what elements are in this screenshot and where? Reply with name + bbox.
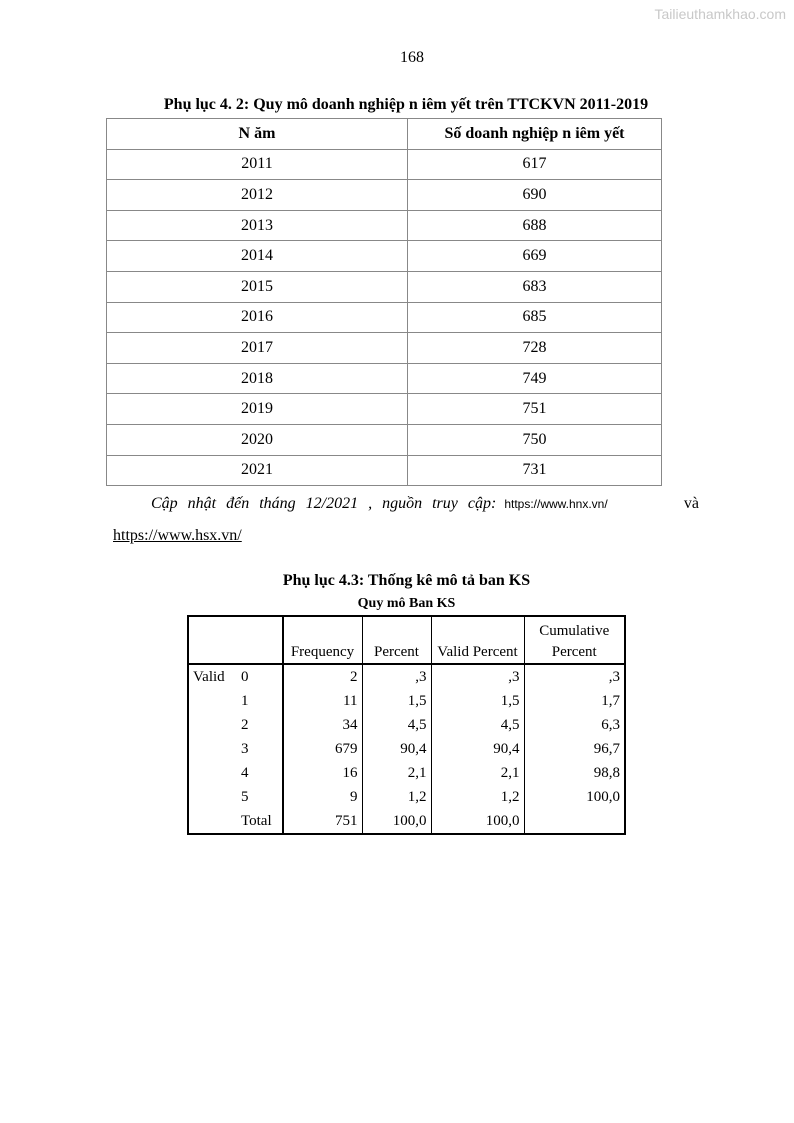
cumulative-percent-cell: 96,7 [524, 737, 625, 761]
table-row [188, 809, 625, 834]
hsx-link[interactable]: https://www.hsx.vn/ [113, 527, 242, 544]
group-label [188, 809, 237, 834]
valid-percent-cell: 100,0 [431, 809, 524, 834]
table-row [188, 785, 625, 809]
percent-cell: 4,5 [362, 713, 431, 737]
company-count-cell: 683 [408, 271, 662, 302]
valid-percent-cell: 90,4 [431, 737, 524, 761]
percent-cell: 1,5 [362, 689, 431, 713]
year-cell: 2017 [107, 333, 408, 364]
cumulative-percent-cell: 6,3 [524, 713, 625, 737]
table-row [107, 149, 662, 180]
year-cell: 2014 [107, 241, 408, 272]
valid-percent-cell: 4,5 [431, 713, 524, 737]
table-row [107, 271, 662, 302]
table-row [107, 180, 662, 211]
cumulative-percent-cell: 100,0 [524, 785, 625, 809]
table2-subtitle: Quy mô Ban KS [357, 596, 456, 611]
listed-companies-table [106, 118, 662, 486]
table-row [188, 761, 625, 785]
category-cell: 2 [241, 716, 249, 733]
percent-cell: ,3 [362, 664, 431, 689]
percent-cell: 100,0 [362, 809, 431, 834]
table-row [188, 689, 625, 713]
note-text: Cập nhật đến tháng 12/2021 , nguồn truy cập: [151, 495, 497, 512]
category-cell: 3 [241, 740, 249, 757]
year-cell: 2018 [107, 363, 408, 394]
source-note [113, 488, 699, 551]
frequency-table [187, 615, 626, 835]
frequency-cell: 16 [283, 761, 363, 785]
table-row [107, 455, 662, 486]
cumulative-percent-cell [524, 809, 625, 834]
watermark: Tailieuthamkhao.com [654, 6, 786, 22]
percent-cell: 1,2 [362, 785, 431, 809]
frequency-cell: 9 [283, 785, 363, 809]
category-cell: 1 [241, 692, 249, 709]
category-cell: 0 [241, 668, 249, 685]
header-valid-percent: Valid Percent [431, 616, 524, 664]
header-year: N ăm [107, 119, 408, 150]
group-label [188, 761, 237, 785]
year-cell: 2011 [107, 149, 408, 180]
header-count: Số doanh nghiệp n iêm yết [408, 119, 662, 150]
group-label [188, 737, 237, 761]
note-and: và [683, 495, 699, 512]
table-row [188, 664, 625, 689]
category-cell: 5 [241, 788, 249, 805]
year-cell: 2016 [107, 302, 408, 333]
year-cell: 2015 [107, 271, 408, 302]
frequency-cell: 2 [283, 664, 363, 689]
table1-title: Phụ lục 4. 2: Quy mô doanh nghiệp n iêm yết trên TTCKVN 2011-2019 [163, 96, 649, 113]
table-row [107, 424, 662, 455]
company-count-cell: 751 [408, 394, 662, 425]
group-label [188, 689, 237, 713]
table-row [107, 210, 662, 241]
table-row [188, 737, 625, 761]
frequency-cell: 11 [283, 689, 363, 713]
year-cell: 2021 [107, 455, 408, 486]
company-count-cell: 728 [408, 333, 662, 364]
company-count-cell: 750 [408, 424, 662, 455]
header-empty [188, 616, 283, 664]
percent-cell: 90,4 [362, 737, 431, 761]
table-row [107, 363, 662, 394]
cumulative-percent-cell: 98,8 [524, 761, 625, 785]
frequency-cell: 751 [283, 809, 363, 834]
year-cell: 2020 [107, 424, 408, 455]
table-row [107, 241, 662, 272]
frequency-cell: 679 [283, 737, 363, 761]
page-number: 168 [400, 49, 424, 66]
year-cell: 2019 [107, 394, 408, 425]
hnx-link[interactable]: https://www.hnx.vn/ [504, 497, 608, 511]
company-count-cell: 669 [408, 241, 662, 272]
category-cell: 4 [241, 764, 249, 781]
year-cell: 2013 [107, 210, 408, 241]
cumulative-percent-cell: 1,7 [524, 689, 625, 713]
percent-cell: 2,1 [362, 761, 431, 785]
company-count-cell: 749 [408, 363, 662, 394]
company-count-cell: 685 [408, 302, 662, 333]
valid-percent-cell: 1,2 [431, 785, 524, 809]
group-label [188, 713, 237, 737]
table2-title: Phụ lục 4.3: Thống kê mô tả ban KS [282, 572, 531, 589]
company-count-cell: 731 [408, 455, 662, 486]
category-cell: Total [241, 812, 272, 829]
year-cell: 2012 [107, 180, 408, 211]
header-frequency: Frequency [283, 616, 363, 664]
company-count-cell: 690 [408, 180, 662, 211]
cumulative-percent-cell: ,3 [524, 664, 625, 689]
header-percent: Percent [362, 616, 431, 664]
table-row [107, 302, 662, 333]
table-row [188, 713, 625, 737]
frequency-cell: 34 [283, 713, 363, 737]
company-count-cell: 688 [408, 210, 662, 241]
company-count-cell: 617 [408, 149, 662, 180]
group-label [188, 785, 237, 809]
group-label: Valid [193, 668, 225, 685]
valid-percent-cell: ,3 [431, 664, 524, 689]
valid-percent-cell: 2,1 [431, 761, 524, 785]
table-row [107, 394, 662, 425]
valid-percent-cell: 1,5 [431, 689, 524, 713]
table-row [107, 333, 662, 364]
header-cumulative-percent: Cumulative Percent [524, 616, 625, 664]
